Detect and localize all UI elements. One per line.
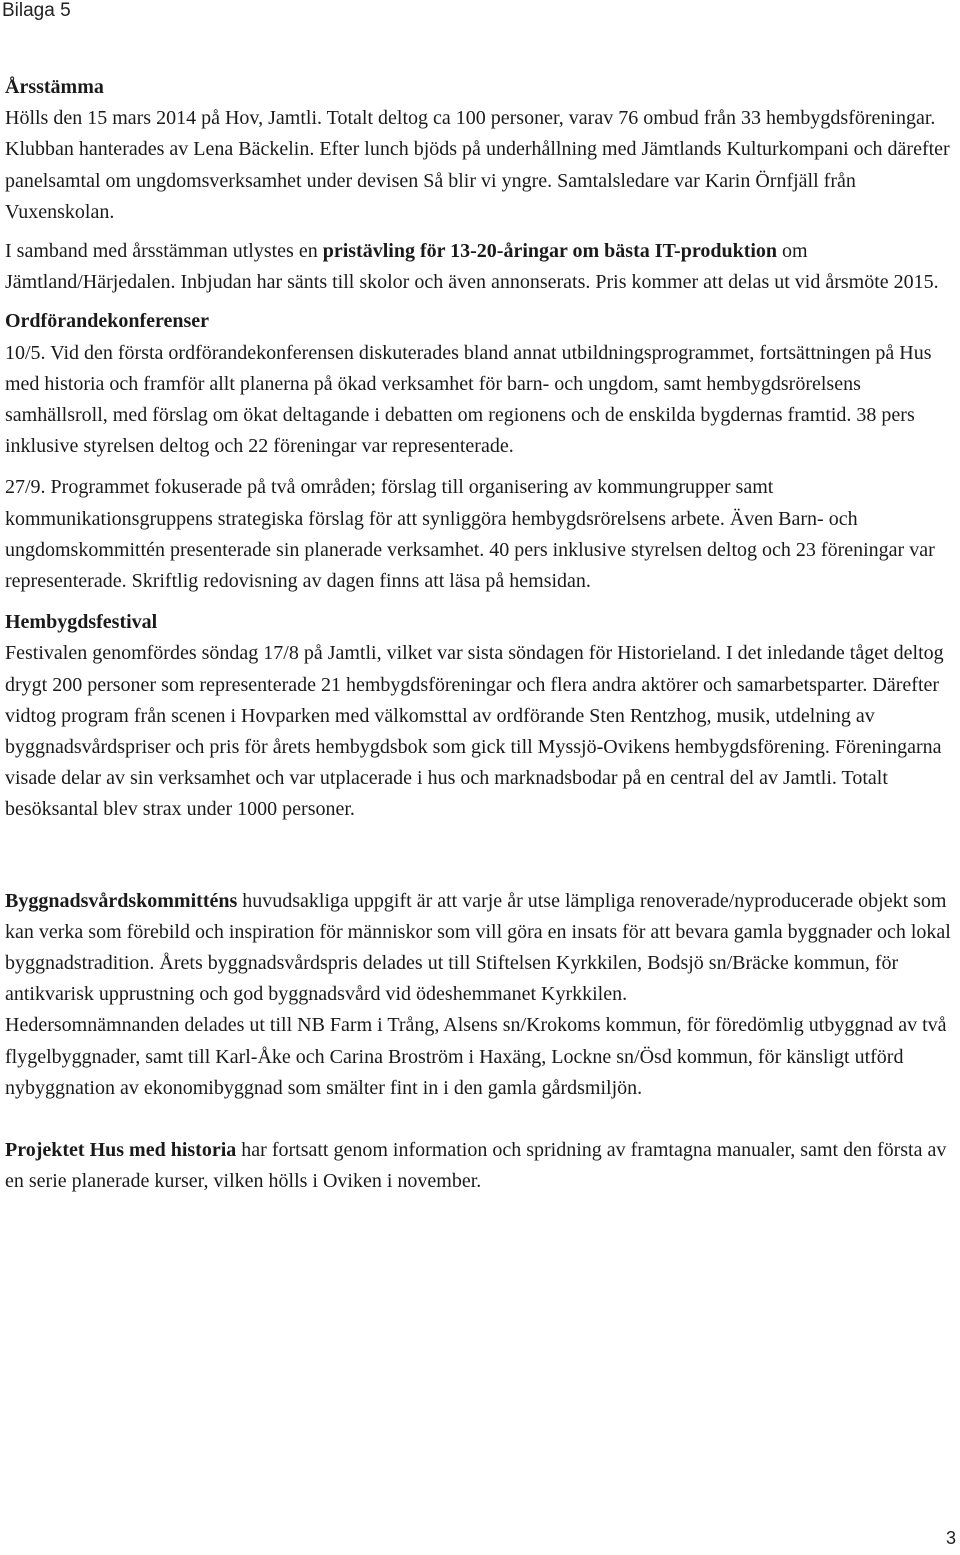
pristavling-bold: pristävling för 13-20-åringar om bästa IT-produktion: [322, 240, 778, 263]
arsstamma-paragraph: Hölls den 15 mars 2014 på Hov, Jamtli. Totalt deltog ca 100 personer, varav 76 ombud från 33 hembygdsföreningar. Klubban hanterades av Lena Bäckelin. Efter lunch bjöds på underhållning med Jämtlands Kulturkompani och därefter panelsamtal om ungdomsverksamhet under devisen Så blir vi yngre. Samtalsledare var Karin Örnfjäll från Vuxenskolan.: [5, 107, 950, 223]
konferens-paragraph-1: 10/5. Vid den första ordförandekonferensen diskuterades bland annat utbildningsprogrammet, fortsättningen på Hus med historia och framför allt planerna på ökad verksamhet för barn- och ungdom, samt hembygdsrörelsens samhällsroll, med förslag om ökat deltagande i debatten om regionens och de enskilda bygdernas framtid. 38 pers inklusive styrelsen deltog och 22 föreningar var representerade.: [5, 341, 932, 458]
hembygdsfestival-paragraph: Festivalen genomfördes söndag 17/8 på Jamtli, vilket var sista söndagen för Historieland. I det inledande tåget deltog drygt 200 personer som representerade 21 hembygdsföreningar och flera andra aktörer och samarbetsparter. Därefter vidtog program från scenen i Hovparken med välkomsttal av ordförande Sten Rentzhog, musik, utdelning av byggnadsvårdspriser och pris för årets hembygdsbok som gick till Myssjö-Ovikens hembygdsförening. Föreningarna visade delar av sin verksamhet och var utplacerade i hus och marknadsbodar på en central del av Jamtli. Totalt besöksantal blev strax under 1000 personer.: [5, 642, 944, 821]
section-heading-arsstamma: Årsstämma: [5, 76, 104, 98]
document-body: [5, 72, 955, 1198]
page-number: 3: [945, 1528, 956, 1548]
konferens-paragraph-2: 27/9. Programmet fokuserade på två områden; förslag till organisering av kommungrupper samt kommunikationsgruppens strategiska förslag för att synliggöra hembygdsrörelsens arbete. Även Barn- och ungdomskommittén presenterade sin planerade verksamhet. 40 pers inklusive styrelsen deltog och 23 föreningar var representerade. Skriftlig redovisning av dagen finns att läsa på hemsidan.: [5, 476, 935, 593]
byggnadsvard-paragraph: Byggnadsvårdskommitténs huvudsakliga uppgift är att varje år utse lämpliga renoverade/nyproducerade objekt som kan verka som förebild och inspiration för människor som vill göra en insats för att bevara gamla byggnader och lokal byggnadstradition. Årets byggnadsvårdspris delades ut till Stiftelsen Kyrkkilen, Bodsjö sn/Bräcke kommun, för antikvarisk upprustning och god byggnadsvård vid ödeshemmanet Kyrkkilen.: [5, 889, 951, 1006]
husmedhistoria-bold: Projektet Hus med historia: [5, 1139, 237, 1162]
section-heading-hembygdsfestival: Hembygdsfestival: [5, 611, 158, 634]
hedersomnamnanden-paragraph: Hedersomnämnanden delades ut till NB Farm i Trång, Alsens sn/Krokoms kommun, för föredömlig utbyggnad av två flygelbyggnader, samt till Karl-Åke och Carina Broström i Haxäng, Lockne sn/Ösd kommun, för känsligt utförd nybyggnation av ekonomibyggnad som smälter fint in i den gamla gårdsmiljön.: [5, 1014, 947, 1099]
byggnadsvard-bold: Byggnadsvårdskommitténs: [5, 889, 238, 912]
attachment-label: Bilaga 5: [2, 0, 71, 21]
section-heading-ordforandekonferenser: Ordförandekonferenser: [5, 310, 210, 333]
husmedhistoria-paragraph: Projektet Hus med historia har fortsatt genom information och spridning av framtagna manualer, samt den första av en serie planerade kurser, vilken hölls i Oviken i november.: [5, 1139, 947, 1193]
pristavling-paragraph: I samband med årsstämman utlystes en pristävling för 13-20-åringar om bästa IT-produktion om Jämtland/Härjedalen. Inbjudan har sänts till skolor och även annonserats. Pris kommer att delas ut vid årsmöte 2015.: [5, 240, 939, 294]
